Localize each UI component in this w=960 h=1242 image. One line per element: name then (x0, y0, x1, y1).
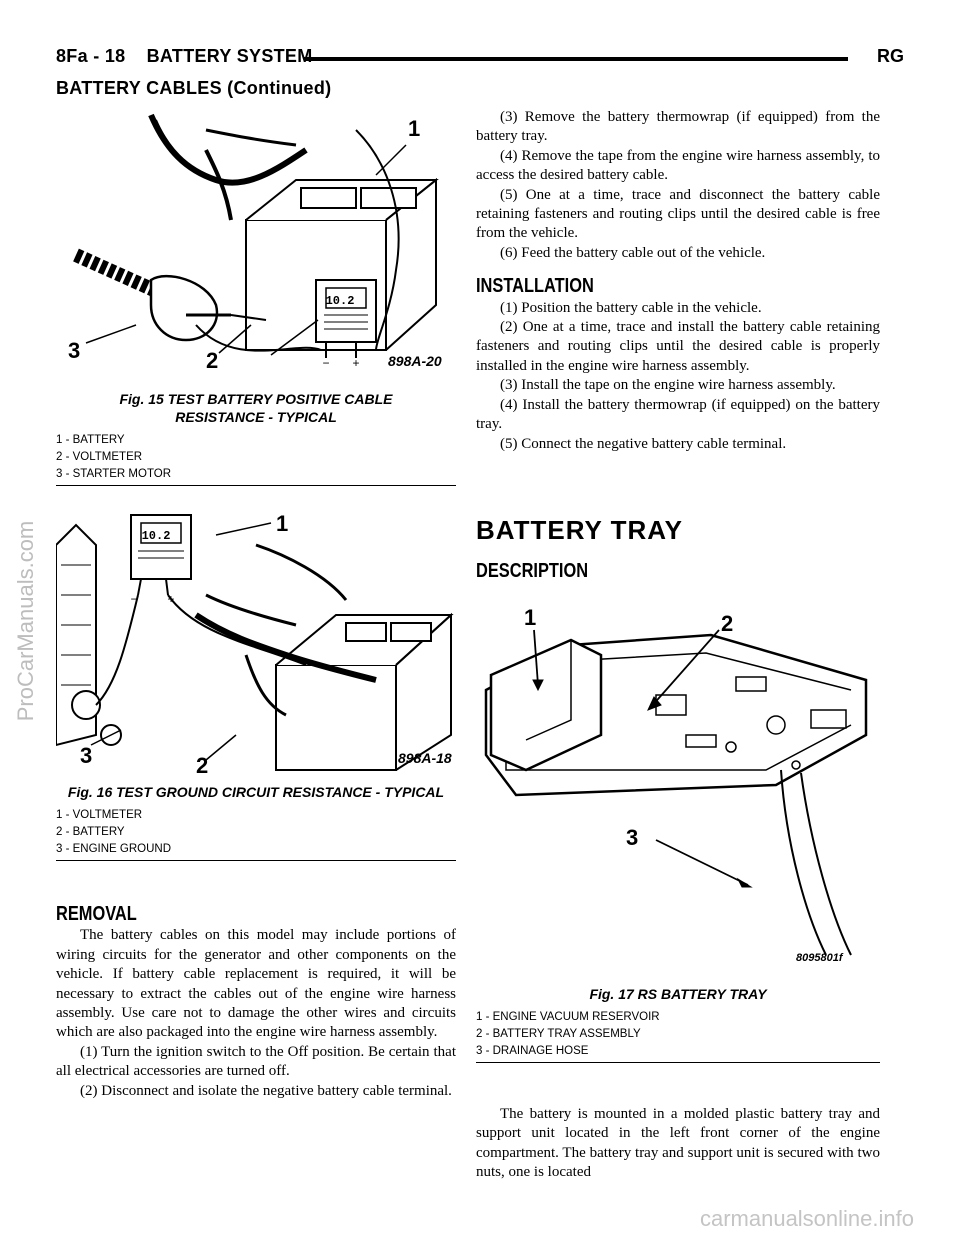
fig17-illustration (476, 595, 880, 985)
fig16-legend-item: 3 - ENGINE GROUND (56, 843, 172, 855)
fig16-legend-item: 1 - VOLTMETER (56, 809, 143, 821)
fig15-caption: Fig. 15 TEST BATTERY POSITIVE CABLE RESISTANCE - TYPICAL (119, 391, 393, 425)
minus-sign-icon: − (322, 356, 330, 370)
fig17-drawing-code: 8095801f (796, 952, 843, 964)
minus-sign-icon: − (130, 592, 138, 606)
fig15-meter-reading: 10.2 (325, 294, 355, 308)
fig17-callout-2: 2 (721, 611, 734, 636)
installation-step: (2) One at a time, trace and install the battery cable retaining fasteners and routing clips until the desired cable is properly installed in the engine wire harness assembly. (476, 319, 880, 374)
plus-sign-icon: + (352, 356, 360, 370)
fig17-legend-item: 2 - BATTERY TRAY ASSEMBLY (476, 1028, 641, 1040)
fig15-legend (56, 432, 456, 483)
installation-step: (5) Connect the negative battery cable terminal. (500, 435, 787, 452)
fig15-legend-item: 3 - STARTER MOTOR (56, 468, 172, 480)
installation-step: (1) Position the battery cable in the vehicle. (500, 299, 762, 316)
description-heading: DESCRIPTION (476, 560, 589, 582)
fig15-callout-1: 1 (408, 116, 421, 141)
removal-continued (476, 108, 880, 454)
removal-heading: REMOVAL (56, 903, 137, 925)
description-paragraph: The battery is mounted in a molded plastic battery tray and support unit located in the left front corner of the engine compartment. The battery tray and support unit is secured with two nuts, one is located (476, 1106, 880, 1181)
fig15-legend-item: 1 - BATTERY (56, 434, 125, 446)
header-section-code: RG (877, 46, 904, 66)
fig17-caption: Fig. 17 RS BATTERY TRAY (589, 986, 767, 1002)
bottom-watermark: carmanualsonline.info (699, 1206, 914, 1231)
fig16-callout-2: 2 (196, 753, 209, 777)
fig16-legend (56, 807, 456, 858)
fig16-rule (56, 860, 456, 861)
fig17-callout-1: 1 (524, 605, 537, 630)
fig15-rule (56, 485, 456, 486)
fig16-illustration (56, 505, 456, 777)
figure-15 (56, 110, 456, 486)
fig16-legend-item: 2 - BATTERY (56, 826, 125, 838)
fig16-meter-reading: 10.2 (141, 529, 171, 543)
fig16-callout-1: 1 (276, 511, 289, 536)
battery-tray-heading: BATTERY TRAY (476, 515, 684, 545)
removal-step: (6) Feed the battery cable out of the vehicle. (500, 244, 766, 261)
section-continued-title: BATTERY CABLES (Continued) (56, 78, 332, 98)
fig17-legend-item: 3 - DRAINAGE HOSE (476, 1045, 589, 1057)
header-rule (304, 57, 848, 61)
fig16-drawing-code: 898A-18 (398, 750, 452, 766)
fig15-legend-item: 2 - VOLTMETER (56, 451, 143, 463)
fig15-callout-3: 3 (68, 338, 81, 363)
fig15-callout-2: 2 (206, 348, 219, 373)
removal-step: (5) One at a time, trace and disconnect the battery cable retaining fasteners and routing clips until the desired cable is free from the vehicle. (476, 186, 880, 242)
header-page-title: 8Fa - 18 BATTERY SYSTEM (56, 46, 313, 66)
fig17-legend-item: 1 - ENGINE VACUUM RESERVOIR (476, 1011, 660, 1023)
fig17-rule (476, 1062, 880, 1063)
installation-step: (4) Install the battery thermowrap (if equipped) on the battery tray. (476, 396, 880, 433)
fig15-illustration (56, 110, 456, 380)
removal-paragraph: The battery cables on this model may include portions of wiring circuits for the generator and other components on the vehicle. If battery cable replacement is required, it will be necessary to extract the cables out of the engine wire harness assembly. Use care not to damage the other wires and circuits which are also packaged into the engine wire harness assembly. (56, 927, 456, 1041)
fig16-caption: Fig. 16 TEST GROUND CIRCUIT RESISTANCE - TYPICAL (67, 784, 445, 800)
installation-step: (3) Install the tape on the engine wire harness assembly. (500, 377, 836, 394)
fig17-legend (476, 1009, 880, 1060)
side-watermark: ProCarManuals.com (13, 520, 38, 722)
figure-16 (56, 505, 456, 861)
description-body (476, 1105, 880, 1183)
removal-step: (3) Remove the battery thermowrap (if equipped) from the battery tray. (476, 109, 880, 145)
fig17-callout-3: 3 (626, 825, 639, 850)
fig15-drawing-code: 898A-20 (388, 353, 442, 369)
plus-sign-icon: + (167, 592, 175, 606)
page-header (56, 46, 904, 76)
fig16-callout-3: 3 (80, 743, 93, 768)
figure-17 (476, 595, 880, 1063)
removal-step: (1) Turn the ignition switch to the Off position. Be certain that all electrical accessories are turned off. (56, 1043, 456, 1080)
installation-heading: INSTALLATION (476, 275, 594, 298)
removal-step: (4) Remove the tape from the engine wire harness assembly, to access the desired battery cable. (476, 147, 880, 184)
removal-section (56, 905, 456, 1101)
removal-step: (2) Disconnect and isolate the negative battery cable terminal. (80, 1082, 452, 1099)
